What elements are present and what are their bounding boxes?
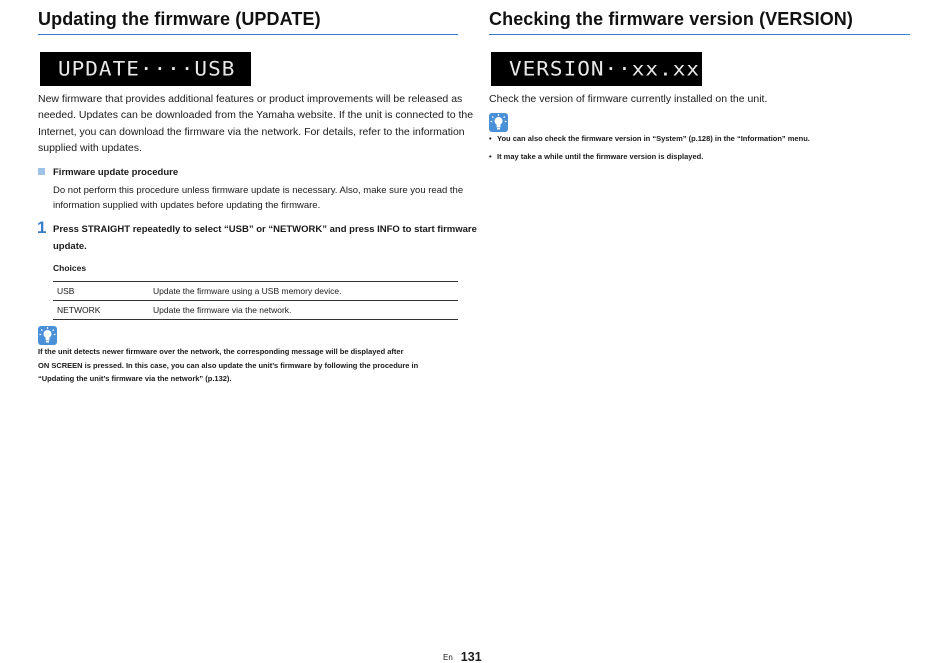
text-line: information supplied with updates before updating the firmware. — [53, 199, 321, 211]
title-underline — [489, 34, 910, 35]
step-instruction — [53, 222, 477, 255]
language-label: En — [443, 653, 453, 662]
step-number: 1 — [37, 218, 47, 237]
page-number: 131 — [460, 650, 482, 663]
text-line: ON SCREEN is pressed. In this case, you can also update the unit’s firmware by following the procedure in — [38, 360, 419, 370]
hint-bullet-list — [489, 132, 910, 168]
list-item: • You can also check the firmware version in “System” (p.128) in the “Information” menu. — [489, 132, 910, 150]
front-display-version — [491, 52, 702, 86]
text-line: supplied with updates. — [38, 141, 142, 154]
choices-table — [53, 281, 458, 320]
procedure-caution — [53, 184, 463, 213]
square-bullet-icon — [38, 168, 45, 175]
section-title-version: Checking the firmware version (VERSION) — [489, 9, 853, 29]
table-row — [53, 301, 458, 320]
text-line: Internet, you can download the firmware via the network. For details, refer to the information — [38, 125, 465, 138]
choices-label: Choices — [53, 263, 87, 273]
text-line: “Updating the unit’s firmware via the network” (p.132). — [38, 374, 232, 383]
version-intro: Check the version of firmware currently installed on the unit. — [489, 93, 768, 105]
text-line: Do not perform this procedure unless firmware update is necessary. Also, make sure you read the — [53, 185, 464, 196]
subheading-text: Firmware update procedure — [53, 167, 179, 178]
hint-lightbulb-icon — [489, 113, 508, 132]
procedure-subheading — [38, 167, 178, 178]
title-underline — [38, 34, 458, 35]
text-line: update. — [53, 240, 87, 252]
table-row — [53, 282, 458, 301]
choice-name: USB — [53, 282, 149, 301]
choice-description: Update the firmware via the network. — [149, 301, 458, 320]
text-line: needed. Updates can be downloaded from the Yamaha website. If the unit is connected to the — [38, 109, 474, 122]
hint-lightbulb-icon — [38, 326, 57, 345]
hint-note — [38, 345, 458, 386]
display-text: UPDATE····USB — [58, 57, 236, 81]
list-item: • It may take a while until the firmware version is displayed. — [489, 150, 910, 168]
display-text: VERSION··xx.xx — [509, 57, 701, 81]
right-column — [489, 0, 910, 663]
choice-name: NETWORK — [53, 301, 149, 320]
front-display-update — [40, 52, 251, 86]
text-line: If the unit detects newer firmware over the network, the corresponding message will be displayed after — [38, 347, 404, 356]
section-title-update: Updating the firmware (UPDATE) — [38, 9, 321, 29]
text-line: New firmware that provides additional features or product improvements will be released as — [38, 93, 463, 105]
intro-paragraph — [38, 91, 474, 156]
page-footer — [443, 648, 482, 663]
choice-description: Update the firmware using a USB memory device. — [149, 282, 458, 301]
text-line: Press STRAIGHT repeatedly to select “USB” or “NETWORK” and press INFO to start firmware — [53, 224, 477, 235]
